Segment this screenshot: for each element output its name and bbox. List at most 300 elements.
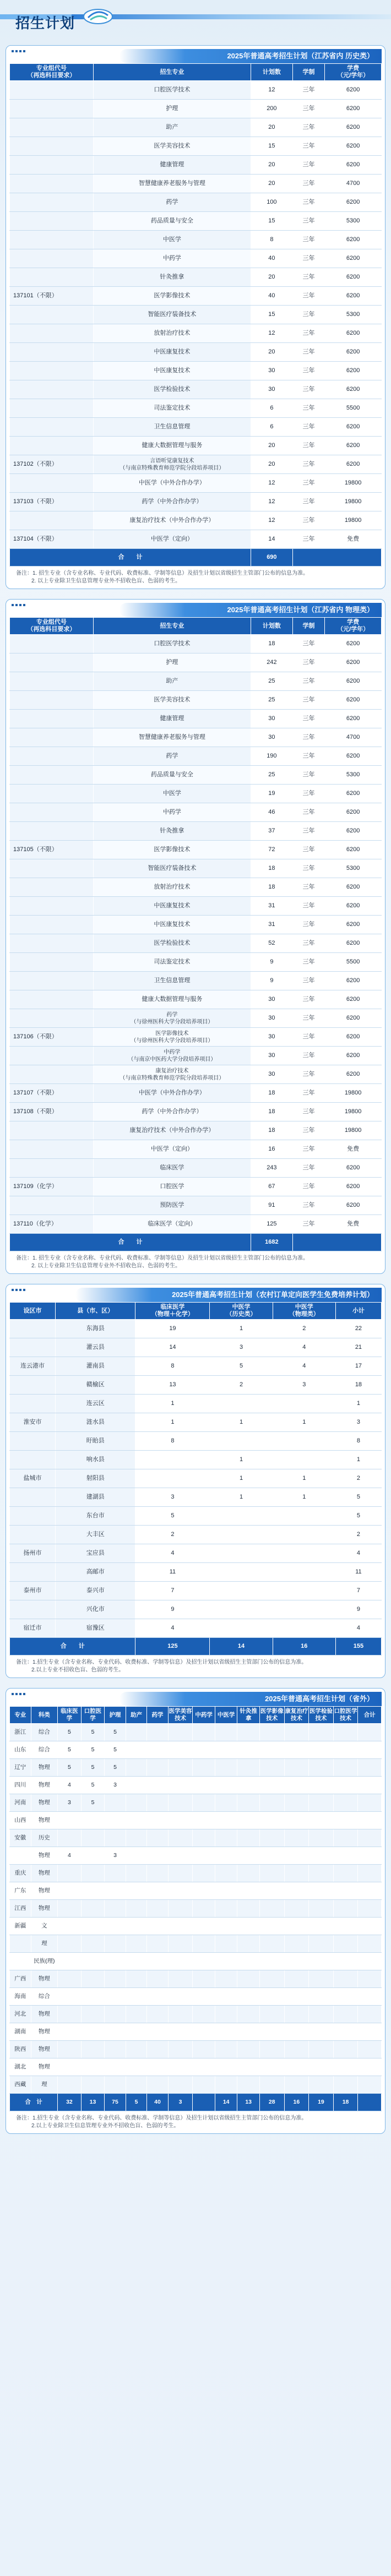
plan-cell: 31 [251, 897, 292, 916]
table-row [10, 1103, 382, 1121]
major-cell: 中医学 [93, 231, 251, 249]
value-cell [237, 1829, 260, 1847]
years-cell: 三年 [292, 380, 324, 399]
plan-table-rural [9, 1302, 382, 1655]
value-cell [284, 1724, 309, 1741]
fee-cell: 5500 [325, 399, 382, 418]
card-title: 2025年普通高考招生计划（省外） [120, 1692, 382, 1706]
value-cell [358, 1882, 382, 1900]
s-cell: 2 [335, 1526, 381, 1544]
value-cell [147, 2023, 169, 2041]
value-cell [126, 2058, 147, 2076]
value-cell [259, 2076, 284, 2094]
value-cell [81, 1865, 105, 1882]
city-cell: 宿迁市 [10, 1619, 56, 1638]
table-row [10, 1777, 382, 1794]
value-cell [147, 1953, 169, 1970]
plan-cell: 125 [251, 1215, 292, 1234]
value-cell [193, 1865, 215, 1882]
value-cell [126, 2023, 147, 2041]
value-cell [58, 1988, 82, 2006]
plan-cell: 20 [251, 343, 292, 362]
years-cell: 三年 [292, 81, 324, 100]
major-cell: 药学 [93, 193, 251, 212]
value-cell [81, 2058, 105, 2076]
value-cell [237, 1777, 260, 1794]
years-cell: 三年 [292, 175, 324, 193]
major-cell: 助产 [93, 672, 251, 691]
c-cell: 1 [273, 1469, 335, 1488]
years-cell: 三年 [292, 841, 324, 859]
c-cell [273, 1600, 335, 1619]
s-cell: 18 [335, 1376, 381, 1395]
value-cell [309, 1882, 334, 1900]
s-cell: 5 [335, 1488, 381, 1507]
a-cell: 9 [135, 1600, 210, 1619]
b-cell [210, 1600, 273, 1619]
col-header-tcm-physics: 中医学 （物理类） [273, 1303, 335, 1320]
years-cell: 三年 [292, 118, 324, 137]
table-note [16, 1659, 375, 1674]
card-title: 2025年普通高考招生计划（江苏省内 物理类） [120, 603, 382, 617]
major-cell: 放射治疗技术 [93, 324, 251, 343]
group-code-cell [10, 343, 94, 362]
city-cell [10, 1320, 56, 1338]
value-cell [81, 1900, 105, 1918]
note-line: 备注：1.招生专业（含专业名称、专业代码、收费标准、学制等信息）及招生计划以省级招生主管部门公布的信息为准。 [16, 2115, 307, 2121]
plan-cell: 30 [251, 1047, 292, 1065]
fee-cell: 19800 [325, 1084, 382, 1103]
group-code-cell [10, 249, 94, 268]
value-cell [58, 1918, 82, 1935]
c-cell [273, 1582, 335, 1600]
fee-cell: 6200 [325, 118, 382, 137]
value-cell [259, 2058, 284, 2076]
value-cell [358, 1847, 382, 1865]
a-cell: 8 [135, 1432, 210, 1451]
county-cell: 建湖县 [56, 1488, 135, 1507]
table-row [10, 1084, 382, 1103]
value-cell [333, 1847, 358, 1865]
col-header: 医学检验技术 [309, 1707, 334, 1724]
value-cell [237, 1970, 260, 1988]
county-cell: 灌云县 [56, 1338, 135, 1357]
col-header: 医学美容技术 [168, 1707, 193, 1724]
value-cell [237, 1724, 260, 1741]
fee-cell: 6200 [325, 653, 382, 672]
value-cell [358, 1829, 382, 1847]
value-cell [147, 1918, 169, 1935]
fee-cell: 5500 [325, 953, 382, 972]
years-cell: 三年 [292, 934, 324, 953]
table-row [10, 100, 382, 118]
total-value: 16 [284, 2094, 309, 2111]
value-cell [284, 1935, 309, 1953]
plan-cell: 30 [251, 1065, 292, 1084]
c-cell [273, 1544, 335, 1563]
value-cell [215, 1900, 237, 1918]
major-cell: 放射治疗技术 [93, 878, 251, 897]
group-code-cell [10, 878, 94, 897]
a-cell: 4 [135, 1619, 210, 1638]
value-cell [309, 1829, 334, 1847]
value-cell: 3 [105, 1847, 126, 1865]
fee-cell: 6200 [325, 81, 382, 100]
value-cell [358, 1724, 382, 1741]
value-cell [284, 1794, 309, 1812]
total-value [358, 2094, 382, 2111]
value-cell [309, 1724, 334, 1741]
col-header: 科类 [31, 1707, 58, 1724]
value-cell [259, 1988, 284, 2006]
fee-cell: 6200 [325, 897, 382, 916]
value-cell [58, 1900, 82, 1918]
header-band [72, 14, 391, 19]
major-cell: 智能医疗装备技术 [93, 306, 251, 324]
major-cell: 护理 [93, 653, 251, 672]
value-cell [309, 1777, 334, 1794]
value-cell [215, 1865, 237, 1882]
value-cell [168, 1777, 193, 1794]
fee-cell: 6200 [325, 635, 382, 653]
value-cell [168, 1882, 193, 1900]
value-cell [168, 2023, 193, 2041]
total-value: 18 [333, 2094, 358, 2111]
table-row [10, 1009, 382, 1028]
fee-cell: 6200 [325, 287, 382, 306]
fee-cell: 5300 [325, 766, 382, 785]
years-cell: 三年 [292, 493, 324, 511]
fee-cell: 6200 [325, 691, 382, 710]
value-cell [309, 1953, 334, 1970]
province-cell: 四川 [10, 1777, 31, 1794]
group-code-cell [10, 362, 94, 380]
value-cell [126, 1970, 147, 1988]
province-cell: 广东 [10, 1882, 31, 1900]
plan-cell: 14 [251, 530, 292, 549]
city-cell: 淮安市 [10, 1413, 56, 1432]
total-value: 690 [251, 549, 292, 567]
a-cell: 2 [135, 1526, 210, 1544]
value-cell [105, 1829, 126, 1847]
value-cell [237, 1741, 260, 1759]
years-cell: 三年 [292, 231, 324, 249]
fee-cell: 6200 [325, 362, 382, 380]
s-cell: 4 [335, 1619, 381, 1638]
s-cell: 9 [335, 1600, 381, 1619]
fee-cell: 免费 [325, 1215, 382, 1234]
fee-cell: 6200 [325, 193, 382, 212]
table-row [10, 953, 382, 972]
total-value: 28 [259, 2094, 284, 2111]
b-cell: 1 [210, 1320, 273, 1338]
plan-cell: 30 [251, 710, 292, 728]
col-header: 临床医学 [58, 1707, 82, 1724]
plan-cell: 20 [251, 268, 292, 287]
fee-cell: 19800 [325, 474, 382, 493]
plan-cell: 30 [251, 1028, 292, 1047]
value-cell: 5 [81, 1794, 105, 1812]
table-row [10, 118, 382, 137]
value-cell [215, 1741, 237, 1759]
value-cell [168, 1935, 193, 1953]
county-cell: 泰兴市 [56, 1582, 135, 1600]
table-row [10, 691, 382, 710]
col-header: 护理 [105, 1707, 126, 1724]
province-cell: 山西 [10, 1812, 31, 1829]
value-cell: 3 [58, 1794, 82, 1812]
value-cell [58, 2023, 82, 2041]
col-header: 针灸推拿 [237, 1707, 260, 1724]
value-cell [333, 1953, 358, 1970]
fee-cell: 19800 [325, 511, 382, 530]
plan-cell: 6 [251, 418, 292, 437]
city-cell [10, 1488, 56, 1507]
city-cell: 连云港市 [10, 1357, 56, 1376]
value-cell [193, 1900, 215, 1918]
table-row [10, 1488, 382, 1507]
value-cell [147, 1847, 169, 1865]
plan-cell: 30 [251, 380, 292, 399]
major-cell: 卫生信息管理 [93, 972, 251, 990]
value-cell: 5 [105, 1741, 126, 1759]
value-cell [237, 2058, 260, 2076]
fee-cell: 6200 [325, 324, 382, 343]
major-cell: 健康管理 [93, 710, 251, 728]
s-cell: 7 [335, 1582, 381, 1600]
major-cell: 中医康复技术 [93, 897, 251, 916]
fee-cell: 19800 [325, 1121, 382, 1140]
value-cell [358, 1900, 382, 1918]
value-cell: 5 [58, 1741, 82, 1759]
value-cell [126, 1865, 147, 1882]
plan-cell: 18 [251, 878, 292, 897]
b-cell [210, 1395, 273, 1413]
province-cell: 湖北 [10, 2058, 31, 2076]
value-cell [147, 2041, 169, 2058]
table-row [10, 1847, 382, 1865]
major-cell: 医学美容技术 [93, 691, 251, 710]
value-cell [237, 1759, 260, 1777]
group-code-cell [10, 822, 94, 841]
value-cell [333, 1777, 358, 1794]
city-cell [10, 1395, 56, 1413]
province-cell: 西藏 [10, 2076, 31, 2094]
group-code-cell [10, 785, 94, 803]
group-code-cell [10, 418, 94, 437]
group-code-cell [10, 953, 94, 972]
col-header-city: 设区市 [10, 1303, 56, 1320]
value-cell [215, 1970, 237, 1988]
value-cell [168, 1865, 193, 1882]
value-cell [58, 2006, 82, 2023]
a-cell: 11 [135, 1563, 210, 1582]
value-cell [147, 2076, 169, 2094]
total-value: 1682 [251, 1234, 292, 1251]
value-cell [358, 1759, 382, 1777]
a-cell: 5 [135, 1507, 210, 1526]
value-cell [284, 1882, 309, 1900]
plan-cell: 18 [251, 635, 292, 653]
group-code-cell [10, 1009, 94, 1028]
value-cell [193, 2023, 215, 2041]
major-cell: 言语听觉康复技术 （与南京特殊教育师范学院分段培养项目） [93, 455, 251, 474]
table-row [10, 2023, 382, 2041]
fee-cell: 6200 [325, 1028, 382, 1047]
value-cell [81, 2006, 105, 2023]
group-code-cell [10, 859, 94, 878]
b-cell [210, 1619, 273, 1638]
major-cell: 药品质量与安全 [93, 212, 251, 231]
years-cell: 三年 [292, 437, 324, 455]
fee-cell: 6200 [325, 803, 382, 822]
value-cell [193, 1724, 215, 1741]
value-cell [284, 1812, 309, 1829]
s-cell: 4 [335, 1544, 381, 1563]
value-cell [147, 1829, 169, 1847]
value-cell [215, 1829, 237, 1847]
province-cell: 新疆 [10, 1918, 31, 1935]
value-cell [105, 1918, 126, 1935]
value-cell [147, 1882, 169, 1900]
value-cell [126, 1953, 147, 1970]
col-header: 合计 [358, 1707, 382, 1724]
value-cell [58, 1970, 82, 1988]
years-cell: 三年 [292, 1140, 324, 1159]
value-cell [105, 1970, 126, 1988]
table-row [10, 1357, 382, 1376]
fee-cell: 6200 [325, 1159, 382, 1178]
table-row [10, 1028, 382, 1047]
table-row [10, 653, 382, 672]
b-cell [210, 1563, 273, 1582]
value-cell [58, 2041, 82, 2058]
years-cell: 三年 [292, 953, 324, 972]
s-cell: 5 [335, 1507, 381, 1526]
group-code-cell [10, 380, 94, 399]
value-cell [259, 1847, 284, 1865]
county-cell: 宝应县 [56, 1544, 135, 1563]
value-cell [358, 1935, 382, 1953]
city-cell: 泰州市 [10, 1582, 56, 1600]
value-cell [333, 1794, 358, 1812]
plan-cell: 20 [251, 175, 292, 193]
s-cell: 22 [335, 1320, 381, 1338]
value-cell [309, 1970, 334, 1988]
value-cell [215, 2076, 237, 2094]
plan-cell: 15 [251, 306, 292, 324]
value-cell [215, 2006, 237, 2023]
value-cell: 5 [81, 1724, 105, 1741]
group-code-cell: 137106（不限） [10, 1028, 94, 1047]
table-row [10, 1724, 382, 1741]
major-cell: 医学检验技术 [93, 934, 251, 953]
fee-cell: 6200 [325, 916, 382, 934]
table-row [10, 1882, 382, 1900]
value-cell [358, 1741, 382, 1759]
group-code-cell: 137107（不限） [10, 1084, 94, 1103]
plan-cell: 8 [251, 231, 292, 249]
value-cell [105, 1865, 126, 1882]
plan-cell: 25 [251, 691, 292, 710]
value-cell [126, 1829, 147, 1847]
value-cell [259, 1794, 284, 1812]
value-cell: 5 [105, 1759, 126, 1777]
major-cell: 助产 [93, 118, 251, 137]
category-cell: 物理 [31, 1900, 58, 1918]
value-cell [58, 2076, 82, 2094]
table-row [10, 803, 382, 822]
value-cell [193, 1882, 215, 1900]
years-cell: 三年 [292, 1028, 324, 1047]
table-row [10, 81, 382, 100]
value-cell [259, 2023, 284, 2041]
years-cell: 三年 [292, 1009, 324, 1028]
plan-cell: 20 [251, 455, 292, 474]
group-code-cell [10, 81, 94, 100]
county-cell: 东台市 [56, 1507, 135, 1526]
city-cell [10, 1376, 56, 1395]
major-cell: 中医学（定向） [93, 1140, 251, 1159]
value-cell [259, 1812, 284, 1829]
value-cell [126, 1777, 147, 1794]
plan-cell: 25 [251, 766, 292, 785]
value-cell [147, 1935, 169, 1953]
value-cell [333, 1812, 358, 1829]
value-cell [309, 1794, 334, 1812]
major-cell: 针灸推拿 [93, 268, 251, 287]
fee-cell: 6200 [325, 437, 382, 455]
category-cell: 理 [31, 2076, 58, 2094]
b-cell [210, 1507, 273, 1526]
value-cell [193, 1953, 215, 1970]
value-cell [168, 1988, 193, 2006]
major-cell: 医学影像技术 （与徐州医科大学分段培养项目） [93, 1028, 251, 1047]
table-row [10, 859, 382, 878]
group-code-cell [10, 193, 94, 212]
fee-cell: 6200 [325, 710, 382, 728]
value-cell [333, 1759, 358, 1777]
value-cell: 5 [81, 1759, 105, 1777]
years-cell: 三年 [292, 728, 324, 747]
value-cell [105, 1812, 126, 1829]
value-cell [193, 1741, 215, 1759]
group-code-cell [10, 137, 94, 156]
major-cell: 医学影像技术 [93, 841, 251, 859]
value-cell [284, 1953, 309, 1970]
major-cell: 预防医学 [93, 1196, 251, 1215]
col-header-years: 学制 [292, 64, 324, 81]
value-cell [284, 2006, 309, 2023]
major-cell: 司法鉴定技术 [93, 953, 251, 972]
county-cell: 兴化市 [56, 1600, 135, 1619]
years-cell: 三年 [292, 691, 324, 710]
fee-cell: 6200 [325, 934, 382, 953]
note-line: 备注：1. 招生专业（含专业名称、专业代码、收费标准、学制等信息）及招生计划以省级招生主管部门公布的信息为准。 [16, 570, 309, 576]
value-cell [333, 1882, 358, 1900]
value-cell [168, 1741, 193, 1759]
value-cell [126, 2076, 147, 2094]
group-code-cell [10, 306, 94, 324]
value-cell [168, 1724, 193, 1741]
s-cell: 1 [335, 1451, 381, 1469]
value-cell [358, 1812, 382, 1829]
category-cell: 综合 [31, 1988, 58, 2006]
province-cell: 浙江 [10, 1724, 31, 1741]
value-cell [105, 2023, 126, 2041]
major-cell: 健康管理 [93, 156, 251, 175]
group-code-cell [10, 972, 94, 990]
